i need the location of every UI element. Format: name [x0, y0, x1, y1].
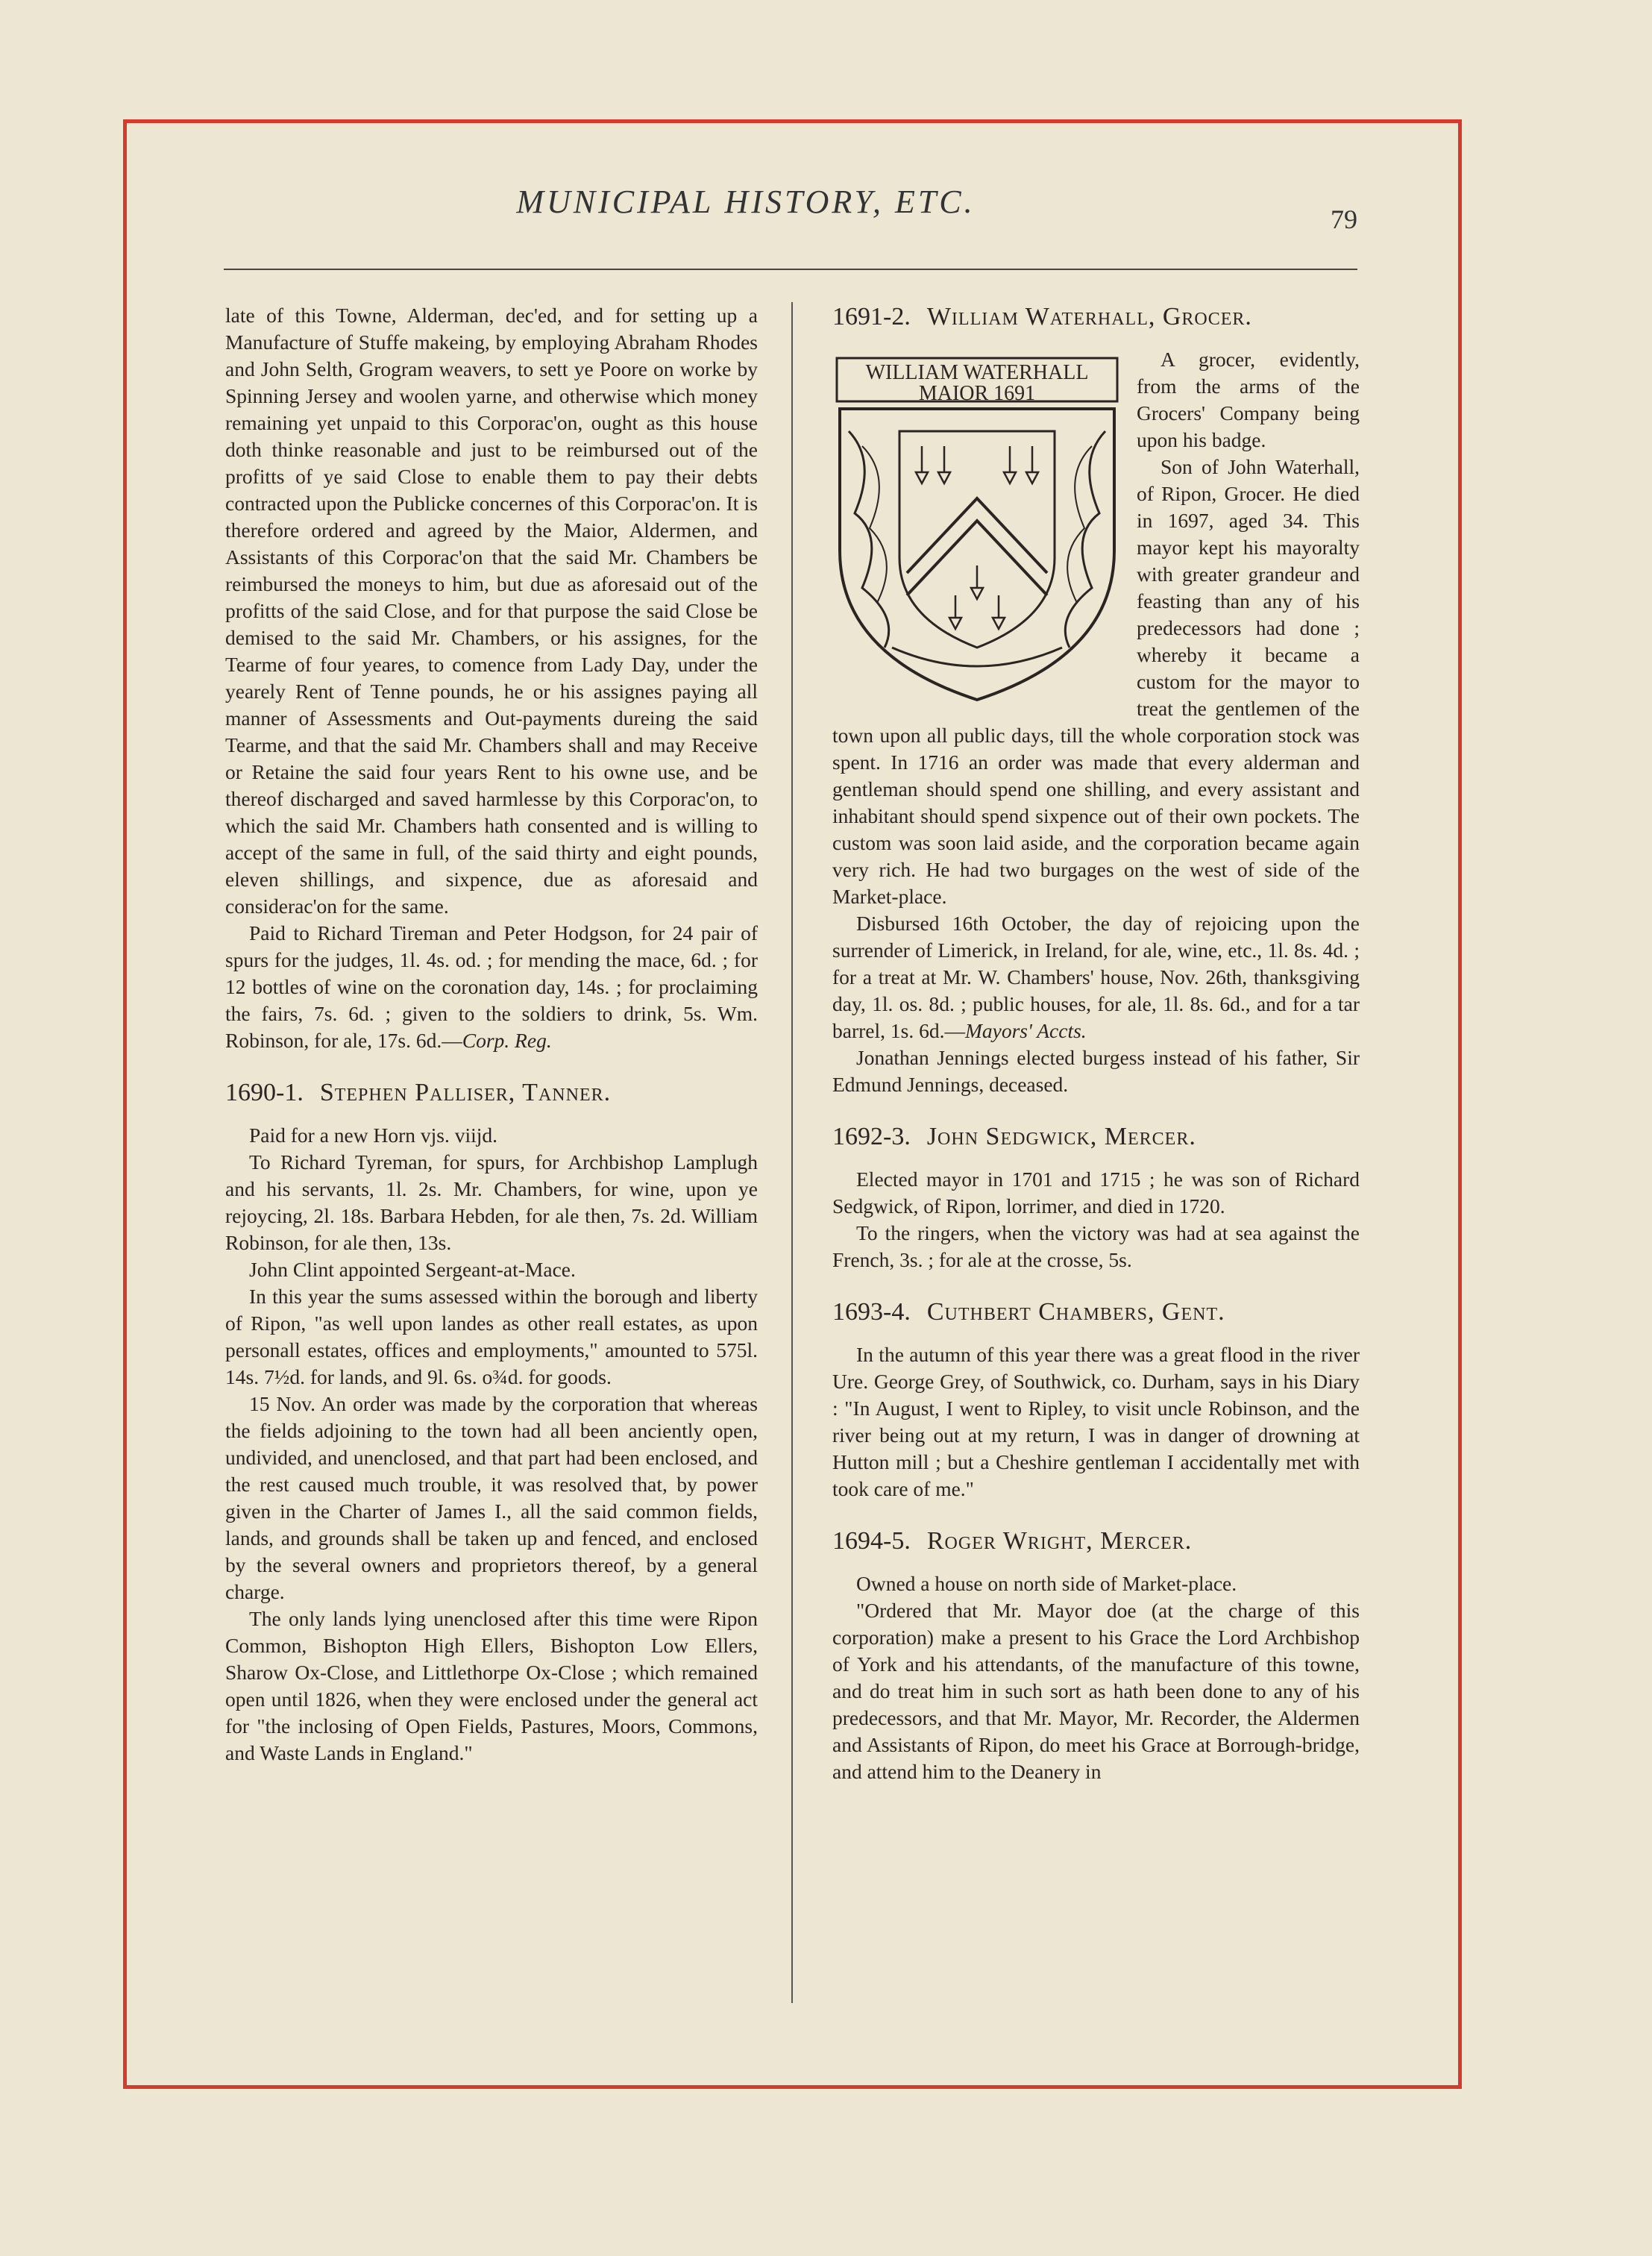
- mayoral-year: 1691-2.: [832, 303, 911, 330]
- left-column: [225, 302, 758, 1767]
- paragraph: Paid for a new Horn vjs. viijd.: [249, 1124, 498, 1147]
- mayoral-year: 1690-1.: [225, 1079, 304, 1106]
- paragraph: A grocer, evidently, from the arms of the Grocers' Company being upon his badge.: [1137, 348, 1360, 451]
- mayor-name: Cuthbert Chambers, Gent.: [926, 1298, 1225, 1326]
- mayor-name: Stephen Palliser, Tanner.: [319, 1079, 612, 1106]
- source-citation: Mayors' Accts.: [964, 1019, 1087, 1042]
- page-header: [224, 183, 1357, 242]
- mayor-badge-illustration: [832, 349, 1122, 707]
- section-heading: [832, 302, 1360, 333]
- mayor-name: John Sedgwick, Mercer.: [926, 1123, 1196, 1150]
- page-number: 79: [1331, 204, 1357, 234]
- paragraph: The only lands lying unenclosed after this time were Ripon Common, Bishopton High Ellers, Bishopton Low Ellers, Sharow Ox-Close, and Littlethorpe Ox-Close ; which remained open until 1826, when they were enclosed under the general act for "the inclosing of Open Fields, Pastures, Moors, Commons, and Waste Lands in England.": [225, 1607, 758, 1764]
- right-column: [832, 302, 1360, 1785]
- mayoral-year: 1692-3.: [832, 1123, 911, 1150]
- column-divider: [791, 302, 793, 2003]
- section-heading: [832, 1297, 1360, 1328]
- mayor-name: Roger Wright, Mercer.: [926, 1527, 1193, 1555]
- paragraph: Owned a house on north side of Market-place.: [856, 1572, 1237, 1595]
- mayoral-year: 1694-5.: [832, 1527, 911, 1555]
- paragraph: Elected mayor in 1701 and 1715 ; he was son of Richard Sedgwick, of Ripon, lorrimer, and died in 1720.: [832, 1168, 1360, 1218]
- mayor-name: William Waterhall, Grocer.: [926, 303, 1252, 330]
- paragraph: "Ordered that Mr. Mayor doe (at the charge of this corporation) make a present to his Grace the Lord Archbishop of York and his attendants, of the manufacture of this towne, and do treat him in such sort as hath been done to any of his predecessors, and that Mr. Mayor, Mr. Recorder, the Aldermen and Assistants of Ripon, do meet his Grace at Borrough-bridge, and attend him to the Deanery in: [832, 1599, 1360, 1783]
- paragraph: In the autumn of this year there was a great flood in the river Ure. George Grey, of Southwick, co. Durham, says in his Diary : "In August, I went to Ripley, to visit uncle Robinson, and the river being out at my return, I was in danger of drowning at Hutton mill ; but a Cheshire gentleman I accidentally met with took care of me.": [832, 1343, 1360, 1500]
- badge-date: MAIOR 1691: [918, 382, 1036, 405]
- source-citation: Corp. Reg.: [462, 1029, 552, 1052]
- paragraph: 15 Nov. An order was made by the corporation that whereas the fields adjoining to the town had all been anciently open, undivided, and unenclosed, and that part had been enclosed, and the rest caused much trouble, it was resolved that, by power given in the Charter of James I., all the said common fields, lands, and grounds shall be taken up and fenced, and enclosed by the several owners and proprietors thereof, by a general charge.: [225, 1392, 758, 1603]
- badge-name: WILLIAM WATERHALL: [865, 361, 1089, 384]
- paragraph: Disbursed 16th October, the day of rejoicing upon the surrender of Limerick, in Ireland, for ale, wine, etc., 1l. 8s. 4d. ; for a treat at Mr. W. Chambers' house, Nov. 26th, thanksgiving day, 1l. os. 8d. ; public houses, for ale, 1l. 8s. 6d., and for a tar barrel, 1s. 6d.—Mayors' Accts.: [832, 912, 1360, 1042]
- paragraph: In this year the sums assessed within the borough and liberty of Ripon, "as well upon landes as other reall estates, as upon personall estates, offices and employments," amounted to 575l. 14s. 7½d. for lands, and 9l. 6s. o¾d. for goods.: [225, 1285, 758, 1388]
- paragraph: To Richard Tyreman, for spurs, for Archbishop Lamplugh and his servants, 1l. 2s. Mr. Chambers, for wine, upon ye rejoycing, 2l. 18s. Barbara Hebden, for ale then, 7s. 2d. William Robinson, for ale then, 13s.: [225, 1150, 758, 1254]
- running-title: MUNICIPAL HISTORY, ETC.: [516, 184, 976, 220]
- section-heading: [832, 1526, 1360, 1557]
- paragraph: Son of John Waterhall, of Ripon, Grocer. He died in 1697, aged 34. This mayor kept his mayoralty with greater grandeur and feasting than any of his predecessors had done ; whereby it became a custom for the mayor to treat the gentlemen of the town upon all public days, till the whole corporation stock was spent. In 1716 an order was made that every alderman and gentleman should spend one shilling, and every assistant and inhabitant should spend sixpence out of their own pockets. The custom was soon laid aside, and the corporation became again very rich. He had two burgages on the west of side of the Market-place.: [832, 455, 1360, 908]
- section-heading: [832, 1122, 1360, 1153]
- paragraph: John Clint appointed Sergeant-at-Mace.: [249, 1258, 576, 1281]
- shield-icon: [832, 349, 1122, 707]
- section-heading: [225, 1078, 758, 1109]
- mayoral-year: 1693-4.: [832, 1298, 911, 1326]
- paragraph: late of this Towne, Alderman, dec'ed, and for setting up a Manufacture of Stuffe makeing, by employing Abraham Rhodes and John Selth, Grogram weavers, to sett ye Poore on worke by Spinning Jersey and woolen yarne, and otherwise which money remaining yet unpaid to this Corporac'on, ought as this house doth thinke reasonable and just to be reimbursed out of the profitts of ye said Close to enable them to pay their debts contracted upon the Publicke concernes of this Corporac'on. It is therefore ordered and agreed by the Maior, Aldermen, and Assistants of this Corporac'on that the said Mr. Chambers be reimbursed the moneys to him, but due as aforesaid out of the profitts of the said Close, and for that purpose the said Close be demised to the said Mr. Chambers, or his assignes, for the Tearme of four yeares, to comence from Lady Day, under the yearely Rent of Tenne pounds, he or his assignes paying all manner of Assessments and Out-payments dureing the said Tearme, and that the said Mr. Chambers shall and may Receive or Retaine the said four years Rent to his owne use, and be thereof discharged and saved harmlesse by this Corporac'on, to which the said Mr. Chambers hath consented and is willing to accept of the same in full, of the said thirty and eight pounds, eleven shillings, and sixpence, due as aforesaid and considerac'on for the same.: [225, 304, 758, 918]
- paragraph: To the ringers, when the victory was had at sea against the French, 3s. ; for ale at the crosse, 5s.: [832, 1221, 1360, 1271]
- header-rule: [224, 269, 1357, 270]
- paragraph: Paid to Richard Tireman and Peter Hodgson, for 24 pair of spurs for the judges, 1l. 4s. od. ; for mending the mace, 6d. ; for 12 bottles of wine on the coronation day, 14s. ; for proclaiming the fairs, 7s. 6d. ; given to the soldiers to drink, 5s. Wm. Robinson, for ale, 17s. 6d.—Corp. Reg.: [225, 921, 758, 1052]
- paragraph: Jonathan Jennings elected burgess instead of his father, Sir Edmund Jennings, deceased.: [832, 1046, 1360, 1096]
